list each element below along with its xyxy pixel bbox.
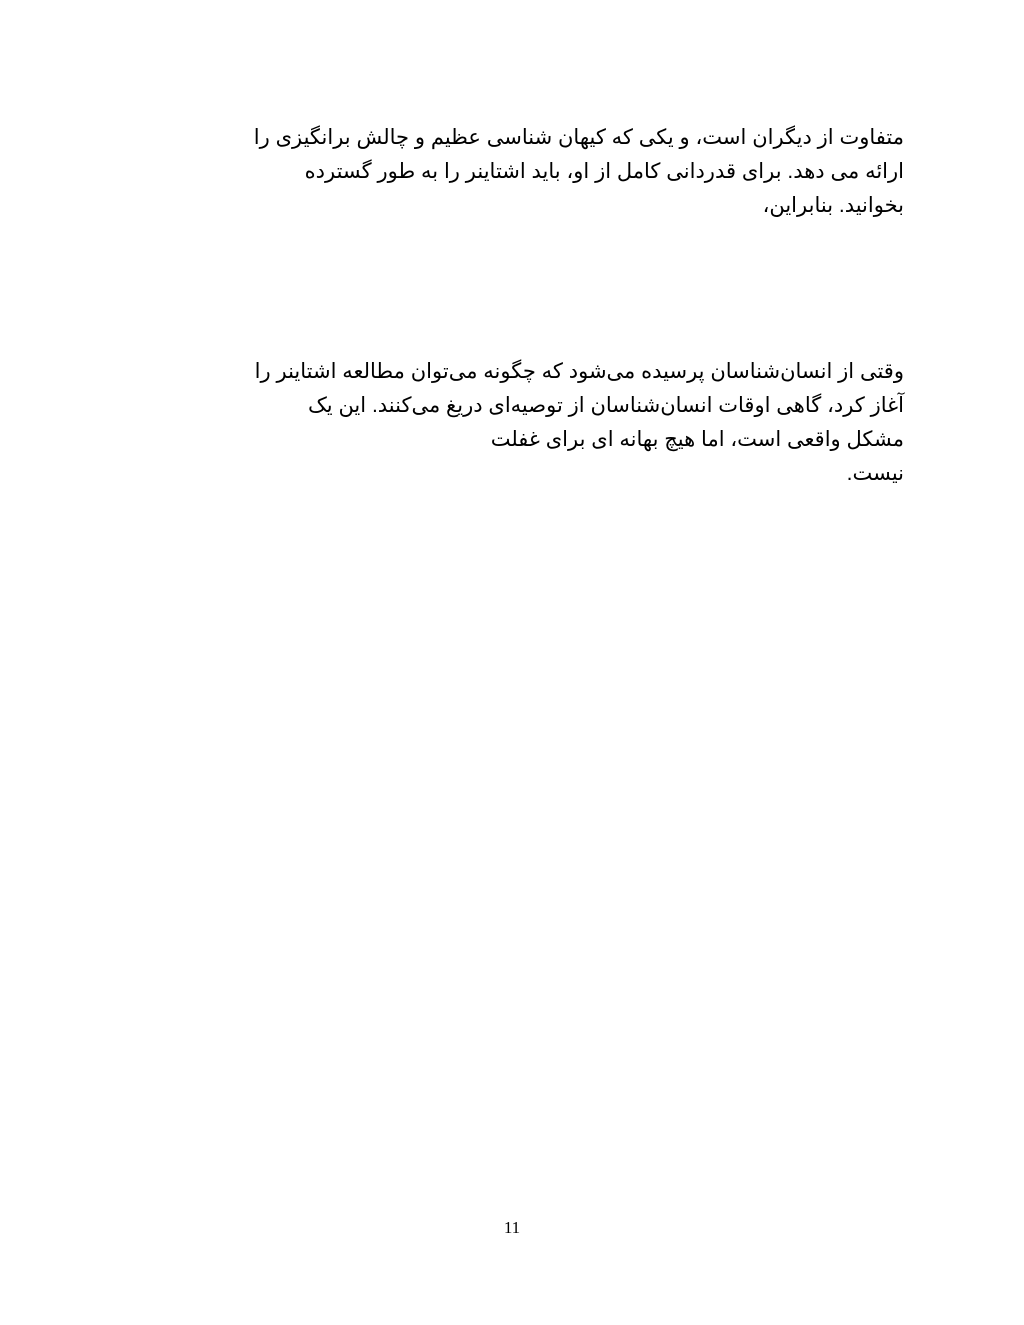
paragraph-2 — [124, 355, 904, 491]
paragraph-line: وقتی از انسان‌شناسان پرسیده می‌شود که چگونه می‌توان مطالعه اشتاینر را — [254, 360, 904, 383]
paragraph-line: آغاز کرد، گاهی اوقات انسان‌شناسان از توصیه‌ای دریغ می‌کنند. این یک — [307, 394, 904, 417]
page-number: 11 — [503, 1218, 521, 1237]
paragraph-line: مشکل واقعی است، اما هیچ بهانه ای برای غفلت — [490, 428, 904, 451]
paragraph-1 — [124, 121, 904, 223]
paragraph-line: نیست. — [846, 462, 904, 485]
paragraph-line: بخوانید. بنابراین، — [762, 194, 904, 217]
paragraph-line: متفاوت از دیگران است، و یکی که کیهان شناسی عظیم و چالش برانگیزی را — [253, 126, 904, 149]
paragraph-line: ارائه می دهد. برای قدردانی کامل از او، باید اشتاینر را به طور گسترده — [304, 160, 904, 183]
